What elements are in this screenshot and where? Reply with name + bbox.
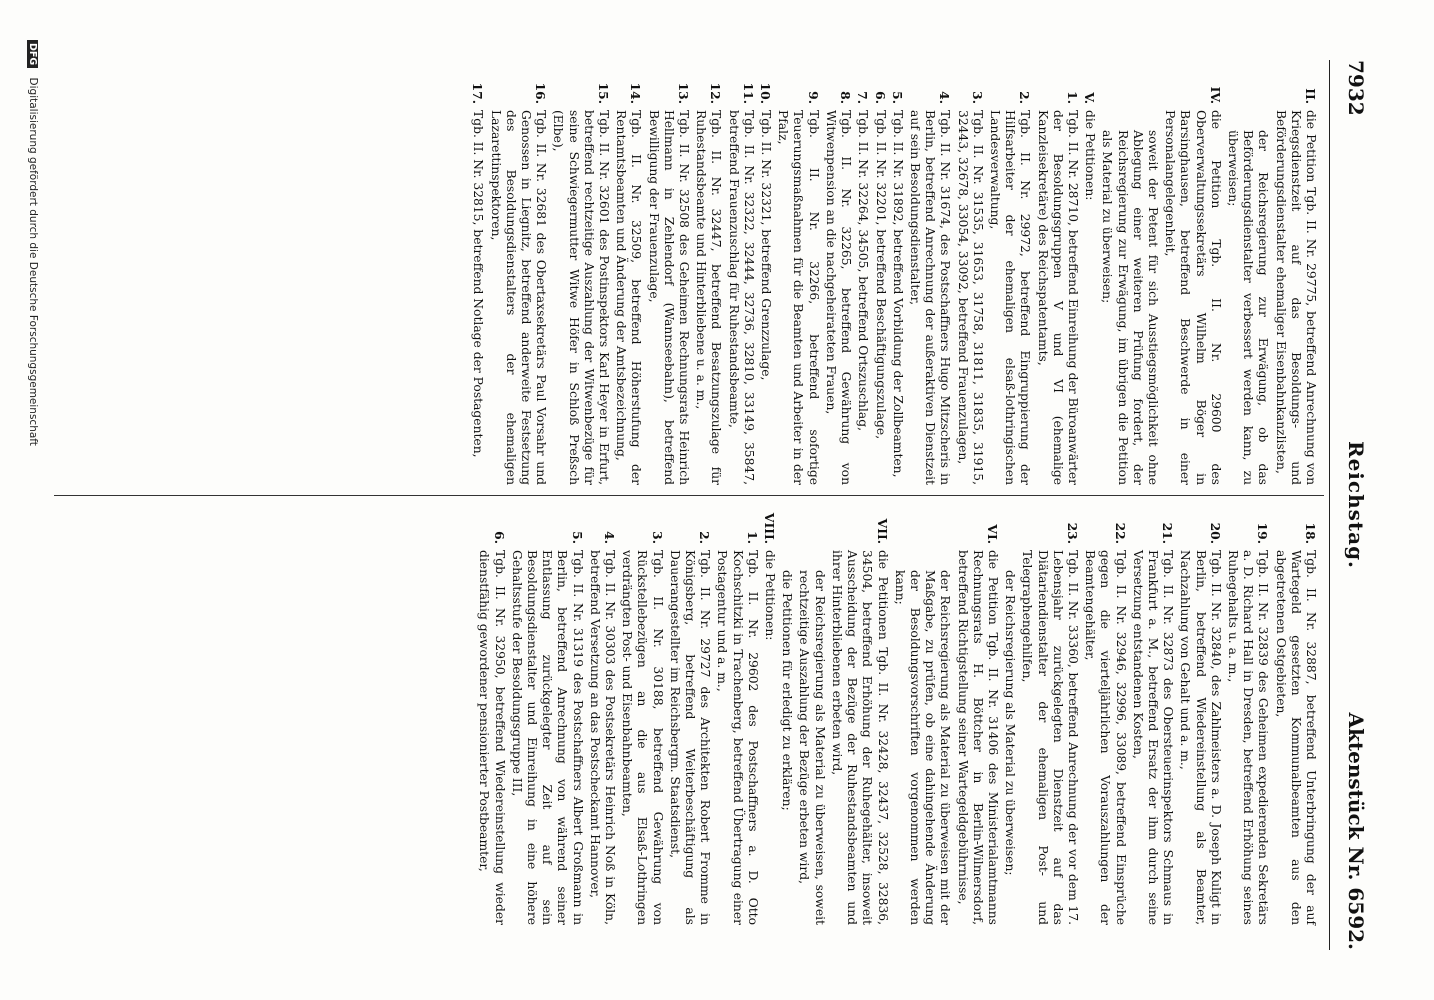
item-number: IV. xyxy=(1207,86,1223,104)
paragraph-block xyxy=(1225,510,1271,925)
item-text: Tgb. II. Nr. 32447, betreffend Besatzungszulage für Ruhestandsbeamte und Hinterbliebene u. a. m., xyxy=(694,110,724,485)
paragraph-block xyxy=(645,70,691,485)
paragraph-block xyxy=(725,70,755,485)
paragraph-block xyxy=(1272,70,1318,485)
item-number: 6. xyxy=(491,531,507,544)
paragraph-block xyxy=(1272,510,1318,925)
paragraph-block xyxy=(1177,510,1223,925)
paragraph-block xyxy=(954,70,984,485)
paragraph-block xyxy=(476,510,506,925)
paragraph-block xyxy=(1099,70,1160,485)
item-text: Tgb. II. Nr. 32322, 32444, 32736, 32810, 33149, 35847, betreffend Frauenzuschlag für Ruhestandsbeamte, xyxy=(726,110,756,485)
dfg-logo: DFG xyxy=(27,40,38,68)
paragraph-block xyxy=(487,70,548,485)
item-number: 5. xyxy=(889,91,905,104)
item-number: 3. xyxy=(969,91,985,104)
item-text: Tgb. II. Nr. 28710, betreffend Einreihung der Büroanwärter der Besoldungsgruppen V und VI (ehemalige Kanzleisekretäre) des Reichspatentamts, xyxy=(1035,110,1080,485)
item-text: der Reichsregierung als Material zu überweisen, soweit rechtzeitige Auszahlung der Bezüge erbeten wird, xyxy=(797,570,827,925)
item-text: Tgb. II. Nr. 31535, 31653, 31758, 31811, 31835, 31915, 32443, 32678, 33054, 33092, betreffend Frauenzulagen, xyxy=(955,110,985,485)
item-number: 22. xyxy=(1112,522,1128,544)
item-text: die Petitionen für erledigt zu erklären; xyxy=(780,570,795,811)
item-number: 10. xyxy=(758,82,774,104)
item-number: 9. xyxy=(805,91,821,104)
item-text: Tgb. II. Nr. 29602 des Postschaffners a. D. Otto Kochschitzki in Trachenberg, betreffend Übertragung einer Postagentur und a. m., xyxy=(715,550,760,925)
paragraph-block xyxy=(550,70,611,485)
item-text: Tgb. II. Nr. 32201, betreffend Beschäftigungszulage, xyxy=(873,110,888,440)
item-text: Tgb. II. Nr. 33360, betreffend Anrechnung der vor dem 17. Lebensjahr zurückgelegten Dienstzeit auf das Diätariendienstalter der ehemaligen Post- und Telegraphengehilfen, xyxy=(1020,550,1080,925)
item-text: Tgb. II. Nr. 32839 des Geheimen expedierenden Sekretärs a. D. Richard Hall in Dresden, betreffend Erhöhung seines Ruhegehalts u. a. m., xyxy=(1225,550,1271,925)
item-number: 20. xyxy=(1207,522,1223,544)
item-number: 16. xyxy=(533,82,549,104)
item-text: Tgb. II. Nr. 32266, betreffend sofortige Teuerungsmaßnahmen für die Beamten und Arbeiter in der Pfalz, xyxy=(776,110,821,485)
paragraph-block xyxy=(1002,510,1017,925)
paragraph-block xyxy=(693,70,723,485)
header-rule xyxy=(1329,60,1330,950)
item-text: der Reichsregierung zur Erwägung, ob das Beförderungsdienstalter verbessert werden kann, zu überweisen; xyxy=(1225,130,1271,485)
paragraph-block xyxy=(796,510,826,925)
item-text: Tgb. II. Nr. 30303 des Postsekretärs Heinrich Noß in Köln, betreffend Versetzung an das Postscheckamt Hannover, xyxy=(587,550,618,925)
item-number: 8. xyxy=(838,91,854,104)
paragraph-block xyxy=(829,510,890,925)
item-text: Tgb. II. Nr. 32840, des Zahlmeisters a. D. Joseph Kuligt in Berlin, betreffend Wiedereinstellung als Beamter, Nachzahlung von Gehalt und a. m., xyxy=(1178,550,1223,925)
paragraph-block xyxy=(1225,70,1271,485)
paragraph-block xyxy=(1130,510,1176,925)
item-number: 14. xyxy=(628,82,644,104)
left-column xyxy=(468,70,1318,485)
paragraph-block xyxy=(613,70,643,485)
item-text: Tgb. II. Nr. 32601 des Postinspektors Karl Heyer in Erfurt, betreffend rechtzeitige Auszahlung der Witwenbezüge für seine Schwiegermutter Witwe Höfer in Schloß Preßsch (Elbe), xyxy=(551,110,612,485)
item-text: der Reichsregierung als Material zu überweisen; xyxy=(1003,570,1018,876)
item-text: die Petitionen: xyxy=(1083,110,1098,201)
item-number: 1. xyxy=(1064,91,1080,104)
item-number: 13. xyxy=(676,82,692,104)
item-text: Tgb. II. Nr. 32950, betreffend Wiedereinstellung wieder dienstfähig gewordener pensionierter Postbeamter, xyxy=(477,550,507,925)
paragraph-block xyxy=(987,70,1033,485)
item-number: 4. xyxy=(937,91,953,104)
paragraph-block xyxy=(775,70,821,485)
paragraph-block xyxy=(907,70,953,485)
funding-note: Digitalisierung gefördert durch die Deutsche Forschungsgemeinschaft xyxy=(27,77,39,446)
item-text: die Petition Tgb. II. Nr. 31406 des Ministerialamtmanns Rechnungsrats H. Böttcher in Berlin-Wilmersdorf, betreffend Richtigstellung seiner Wartegeldgebührnisse, xyxy=(955,550,1000,925)
column-divider xyxy=(54,495,1324,496)
item-text: Tgb. II. Nr. 32887, betreffend Unterbringung der auf Wartegeld gesetzten Kommunalbeamten aus den abgetretenen Ostgebieten, xyxy=(1273,550,1318,925)
item-text: Tgb. II. Nr. 32321, betreffend Grenzzulage, xyxy=(759,110,774,381)
item-number: 4. xyxy=(602,531,618,544)
item-text: Tgb. II. Nr. 31674, des Postschaffners Hugo Mitzscheris in Berlin, betreffend Anrechnung der außeraktiven Dienstzeit auf sein Besoldungsdienstalter, xyxy=(907,110,953,485)
item-number: V. xyxy=(1082,92,1098,104)
item-number: VII. xyxy=(874,518,890,544)
item-number: 2. xyxy=(697,531,713,544)
item-number: 12. xyxy=(708,82,724,104)
item-number: 23. xyxy=(1064,522,1080,544)
item-number: 3. xyxy=(649,531,665,544)
paragraph-block xyxy=(1082,510,1128,925)
item-number: VI. xyxy=(984,524,1000,544)
item-number: 1. xyxy=(744,531,760,544)
paragraph-block xyxy=(667,510,713,925)
paragraph-block xyxy=(779,510,794,925)
paragraph-block xyxy=(872,70,887,485)
paragraph-block xyxy=(1019,510,1080,925)
item-text: die Petition Tgb. II. Nr. 29600 des Oberverwaltungssekretärs Wilhelm Böger in Barsinghausen, betreffend Beschwerde in einer Personalangelegenheit, xyxy=(1163,110,1223,485)
item-text: die Petitionen Tgb. II. Nr. 32428, 32437, 32528, 32836, 34504, betreffend Erhöhung der Ruhegehälter, insoweit Ausscheidung der Bezüge der Ruhestandsbeamten und ihrer Hinterbliebenen erbeten wird, xyxy=(829,550,890,925)
page-header xyxy=(1334,60,1374,950)
item-text: Tgb. II. Nr. 32815, betreffend Notlage der Postagenten, xyxy=(471,110,486,458)
item-text: die Petition Tgb. II. Nr. 29775, betreffend Anrechnung von Kriegsdienstzeit auf das Besoldungs- und Beförderungsdienstalter ehemaliger Eisenbahnkanzlisten, xyxy=(1273,110,1318,485)
paragraph-block xyxy=(758,70,773,485)
paragraph-block xyxy=(587,510,617,925)
item-number: 5. xyxy=(569,531,585,544)
item-text: der Reichsregierung als Material zu überweisen mit der Maßgabe, zu prüfen, ob eine dahingehende Änderung der Besoldungsvorschriften vorgenommen werden kann; xyxy=(892,570,953,925)
paragraph-block xyxy=(714,510,760,925)
digitization-footer xyxy=(27,40,39,960)
item-text: Tgb. II. Nr. 32509, betreffend Höherstufung der Rentamtsbeamten und Änderung der Amtsbezeichnung, xyxy=(614,110,644,485)
item-text: Tgb. II. Nr. 30188, betreffend Gewährung von Rückstellebezügen an die aus Elsaß-Lothringen verdrängten Post- und Eisenbahnbeamten, xyxy=(620,550,665,925)
item-text: Tgb. II. Nr. 32681 des Obertaxsekretärs Paul Vorsahr und Genossen in Liegnitz, betreffend anderweite Festsetzung des Besoldungsdienstalters der ehemaligen Lazarettinspektoren, xyxy=(488,110,549,485)
paragraph-block xyxy=(954,510,1000,925)
item-text: Tgb. II. Nr. 32264, 34505, betreffend Ortszuschlag, xyxy=(856,110,871,432)
item-text: Tgb. II. Nr. 29727 des Architekten Robert Fromme in Königsberg, betreffend Weiterbeschäftigung als Dauerangestellter im Reichsbergm. Staatsdienst, xyxy=(667,550,713,925)
item-number: 21. xyxy=(1160,522,1176,544)
paragraph-block xyxy=(892,510,953,925)
item-text: Tgb. II. Nr. 32873 des Obersteuerinspektors Schmaus in Frankfurt a. M., betreffend Ersatz der ihm durch seine Versetzung entstandenen Kosten, xyxy=(1130,550,1176,925)
item-number: 15. xyxy=(596,82,612,104)
document-number: Aktenstück Nr. 6592. xyxy=(1344,712,1368,950)
paragraph-block xyxy=(823,70,853,485)
item-number: 2. xyxy=(1017,91,1033,104)
item-number: 6. xyxy=(872,91,888,104)
paragraph-block xyxy=(1082,70,1097,485)
right-column xyxy=(474,510,1318,925)
paragraph-block xyxy=(855,70,870,485)
item-text: Tgb. II. Nr. 29972, betreffend Eingruppierung der Hilfsarbeiter der ehemaligen elsaß-lothringischen Landesverwaltung, xyxy=(987,110,1033,485)
item-number: VIII. xyxy=(762,512,778,544)
paragraph-block xyxy=(762,510,777,925)
item-text: die Petitionen: xyxy=(763,550,778,641)
paragraph-block xyxy=(509,510,585,925)
paragraph-block xyxy=(1162,70,1223,485)
item-number: 19. xyxy=(1255,522,1271,544)
item-text: Tgb. II. Nr. 32946, 32996, 33089, betreffend Einsprüche gegen die vierteljährlichen Vorauszahlungen der Beamtengehälter, xyxy=(1083,550,1128,925)
item-number: II. xyxy=(1303,88,1318,104)
item-number: 18. xyxy=(1303,522,1318,544)
item-text: Tgb. II. Nr. 31319 des Postschaffners Albert Großmann in Berlin, betreffend Anrechnung von während seiner Entlassung zurückgelegter Zeit auf sein Besoldungsdienstalter und Einreihung in eine höhere Gehaltsstufe der Besoldungsgruppe III, xyxy=(509,550,585,925)
item-text: Tgb. II. Nr. 32265, betreffend Gewährung von Witwenpension an die nachgeheirateten Frauen, xyxy=(823,110,854,485)
item-number: 7. xyxy=(855,91,871,104)
paragraph-block xyxy=(470,70,485,485)
running-title: Reichstag. xyxy=(1344,440,1368,570)
item-text: Tgb. II. Nr. 32508 des Geheimen Rechnungsrats Heinrich Hellmann in Zehlendorf (Wannseebahn), betreffend Bewilligung der Frauenzulage, xyxy=(646,110,692,485)
paragraph-block xyxy=(890,70,905,485)
paragraph-block xyxy=(619,510,665,925)
item-number: 11. xyxy=(740,82,756,104)
page-number: 7932 xyxy=(1344,60,1368,116)
item-number: 17. xyxy=(470,82,486,104)
item-text: soweit der Petent für sich Ausstiegsmöglichkeit ohne Ablegung einer weiteren Prüfung fordert, der Reichsregierung zur Erwägung, im übrigen die Petition als Material zu überweisen; xyxy=(1100,130,1160,485)
item-text: Tgb. II. Nr. 31892, betreffend Vorbildung der Zollbeamten, xyxy=(890,110,905,478)
paragraph-block xyxy=(1034,70,1080,485)
